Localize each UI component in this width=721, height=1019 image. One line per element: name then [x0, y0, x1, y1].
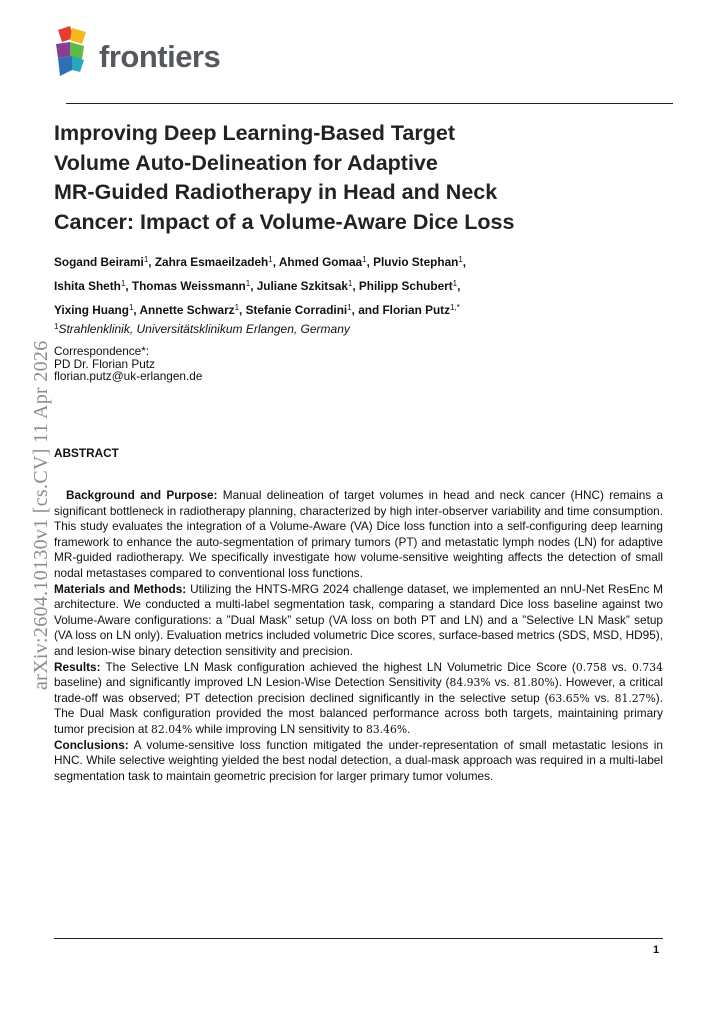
- abstract-methods: [54, 582, 663, 660]
- title-line: Improving Deep Learning-Based Target: [54, 121, 456, 145]
- section-label: Results:: [54, 659, 101, 674]
- affiliation: [54, 319, 350, 337]
- author-affil-mark: 1,*: [449, 303, 460, 312]
- author-name: Philipp Schubert: [358, 279, 453, 293]
- frontiers-logo-mark-icon: [52, 26, 102, 78]
- paper-title: [54, 119, 614, 237]
- section-text: Manual delineation of target volumes in head and neck cancer (HNC) remains a significant bottleneck in radiotherapy planning, characterized by high inter-observer variability and time consumption. This study evaluates the integration of a Volume-Aware (VA) Dice loss function into a self-configuring deep learning framework to enhance the auto-segmentation of primary tumors (PT) and metastatic lymph nodes (LN) for adaptive MR-guided radiotherapy. We specifically investigate how volume-sensitive weighting affects the detection of small nodal metastases compared to conventional loss functions.: [54, 488, 664, 580]
- section-text: vs.: [589, 690, 615, 705]
- page-number: 1: [653, 944, 660, 956]
- author-line: [54, 297, 654, 321]
- author-name: Zahra Esmaeilzadeh: [154, 255, 269, 269]
- section-text: ). The Dual Mask configuration provided the most balanced performance across both targets, maintaining primary tumor precision at: [54, 690, 663, 736]
- arxiv-sidebar-stamp: arXiv:2604.10130v1 [cs.CV] 11 Apr 2026: [30, 340, 52, 690]
- section-text: Utilizing the HNTS-MRG 2024 challenge dataset, we implemented an nnU-Net ResEnc M architecture. We conducted a multi-label segmentation task, comparing a standard Dice loss baseline against two Volume-Aware configurations: a ”Dual Mask” setup (VA loss on both PT and LN) and a ”Selective LN Mask” setup (VA loss on LN only). Evaluation metrics included volumetric Dice scores, surface-based metrics (SDS, MSD, HD95), and lesion-wise binary detection sensitivity and precision.: [54, 581, 664, 658]
- author-line: [54, 273, 654, 297]
- metric-value: 0.758: [575, 660, 607, 674]
- author-name: Florian Putz: [382, 303, 450, 317]
- metric-value: 82.04%: [151, 722, 193, 736]
- author-affil-mark: 1: [234, 303, 240, 312]
- section-label: Conclusions:: [54, 737, 129, 752]
- author-affil-mark: 1: [120, 279, 126, 288]
- frontiers-logo: [52, 26, 252, 78]
- author-sep: ,: [125, 279, 132, 293]
- author-name: Yixing Huang: [54, 303, 129, 317]
- section-label: Background and Purpose:: [66, 488, 218, 502]
- brand-name: frontiers: [99, 39, 221, 74]
- author-affil-mark: 1: [458, 255, 463, 264]
- abstract-conclusions: [54, 738, 663, 785]
- author-sep: ,: [457, 279, 461, 293]
- metric-value: 63.65%: [548, 691, 590, 705]
- author-affil-mark: 1: [347, 279, 353, 288]
- correspondence: [54, 345, 202, 383]
- title-line: Cancer: Impact of a Volume-Aware Dice Loss: [54, 209, 515, 234]
- author-affil-mark: 1: [362, 255, 367, 264]
- section-text: .: [407, 721, 411, 736]
- author-name: Ishita Sheth: [54, 279, 121, 293]
- author-name: Ahmed Gomaa: [278, 255, 363, 269]
- author-name: Thomas Weissmann: [131, 279, 246, 293]
- abstract-results: [54, 660, 663, 738]
- affiliation-text: Strahlenklinik, Universitätsklinikum Erlangen, Germany: [58, 322, 350, 336]
- author-sep: ,: [366, 255, 374, 269]
- section-text: ). However, a critical trade-off was observed; PT detection precision declined significantly in the selective setup (: [54, 675, 663, 705]
- metric-value: 81.80%: [513, 676, 555, 690]
- section-text: vs.: [490, 675, 514, 690]
- author-affil-mark: 1: [128, 303, 134, 312]
- metric-value: 81.27%: [614, 691, 656, 705]
- author-name: Stefanie Corradini: [245, 303, 348, 317]
- author-line: [54, 249, 654, 273]
- section-text: The Selective LN Mask configuration achieved the highest LN Volumetric Dice Score (: [105, 659, 576, 674]
- author-name: Juliane Szkitsak: [256, 279, 348, 293]
- metric-value: 0.734: [632, 660, 663, 674]
- author-affil-mark: 1: [268, 255, 273, 264]
- footer-divider: [54, 938, 663, 939]
- metric-value: 84.93%: [449, 676, 491, 690]
- title-line: MR-Guided Radiotherapy in Head and Neck: [54, 180, 498, 204]
- author-list: [54, 249, 654, 321]
- author-sep: ,: [133, 303, 140, 317]
- author-sep: ,: [352, 279, 359, 293]
- abstract-body: [54, 488, 663, 784]
- author-affil-mark: 1: [452, 279, 458, 288]
- author-name: Sogand Beirami: [54, 255, 144, 269]
- author-sep: ,: [239, 303, 246, 317]
- author-name: Pluvio Stephan: [373, 255, 459, 269]
- header-divider: [66, 103, 673, 104]
- author-sep: ,: [272, 255, 279, 269]
- author-sep: ,: [148, 255, 155, 269]
- section-text: baseline) and significantly improved LN Lesion-Wise Detection Sensitivity (: [54, 675, 450, 690]
- author-sep: ,: [462, 255, 467, 269]
- correspondence-name: PD Dr. Florian Putz: [54, 356, 155, 371]
- abstract-heading: ABSTRACT: [54, 446, 119, 460]
- author-sep: ,: [250, 279, 257, 293]
- author-affil-mark: 1: [143, 255, 149, 264]
- title-line: Volume Auto-Delineation for Adaptive: [54, 150, 438, 175]
- correspondence-label: Correspondence*:: [54, 344, 150, 358]
- author-affil-mark: 1: [245, 279, 251, 288]
- author-affil-mark: 1: [347, 303, 352, 312]
- section-text: A volume-sensitive loss function mitigated the under-representation of small metastatic lesions in HNC. While selective weighting yielded the best nodal detection, a dual-mask approach was required in a multi-label segmentation task to maintain geometric precision for larger primary tumor volumes.: [54, 737, 663, 783]
- abstract-background: [54, 488, 663, 582]
- metric-value: 83.46%: [365, 722, 408, 736]
- author-name: Annette Schwarz: [139, 303, 235, 317]
- correspondence-email[interactable]: florian.putz@uk-erlangen.de: [54, 369, 203, 384]
- affiliation-mark: 1: [54, 322, 59, 331]
- section-text: vs.: [606, 659, 633, 674]
- author-sep: , and: [351, 303, 383, 317]
- section-label: Materials and Methods:: [54, 581, 187, 596]
- section-text: while improving LN sensitivity to: [192, 721, 366, 736]
